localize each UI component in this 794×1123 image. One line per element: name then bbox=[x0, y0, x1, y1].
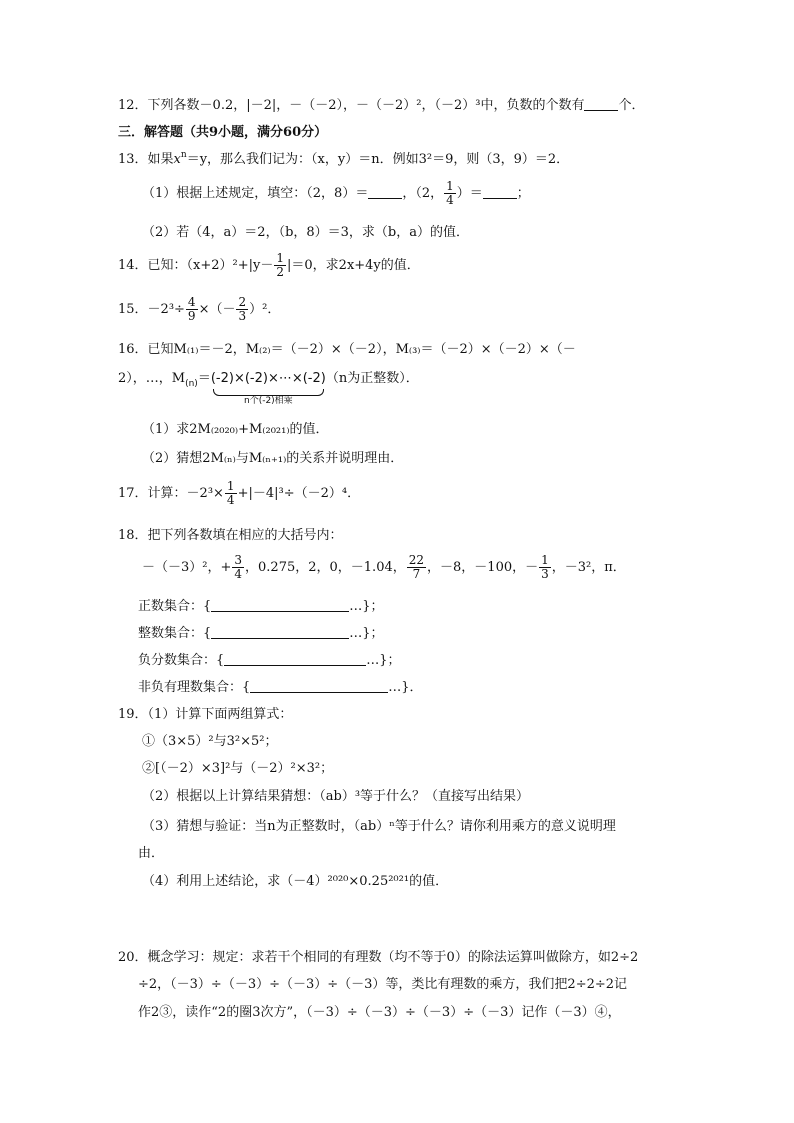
q17-b: +|－4|³÷（－2）⁴． bbox=[237, 486, 361, 501]
question-13-part-2: （2）若（4，a）＝2，（b，8）＝3，求（b，a）的值． bbox=[142, 225, 469, 240]
q17-a: 17．计算：－2³× bbox=[118, 486, 224, 501]
set-positive bbox=[138, 598, 384, 616]
q13-intro-b: ＝y，那么我们记为：（x，y）＝n．例如3²＝9，则（3，9）＝2． bbox=[186, 152, 570, 167]
denominator: 3 bbox=[541, 567, 549, 581]
numerator: 1 bbox=[541, 553, 549, 567]
fraction bbox=[236, 296, 248, 323]
q18-n-c: ，－8，－100，－ bbox=[427, 560, 539, 575]
set-tail: …}； bbox=[366, 653, 401, 668]
q12-text: 12．下列各数－0.2，|－2|，－（－2），－（－2）²，（－2）³中，负数的个数有 bbox=[118, 98, 585, 113]
q13-p1-c: ）＝ bbox=[456, 186, 483, 201]
question-13-part-1: （1）根据上述规定，填空：（2，8）＝ ，（2， $\frac{1}{4}$ ）＝ ； bbox=[142, 179, 530, 207]
set-tail: …}； bbox=[349, 626, 384, 641]
denominator: 4 bbox=[226, 493, 235, 507]
set-nonnegative-rational bbox=[138, 679, 423, 697]
set-label: 正数集合：{ bbox=[138, 599, 212, 614]
answer-blank[interactable] bbox=[584, 97, 618, 111]
q19-part-3: （3）猜想与验证：当n为正整数时，（ab）ⁿ等于什么？请你利用乘方的意义说明理 bbox=[142, 819, 616, 834]
q15-b: ×（－ bbox=[198, 302, 236, 317]
set-blank[interactable] bbox=[211, 625, 349, 639]
q16-l2-a: 2），…，M bbox=[118, 371, 186, 386]
question-18: 18．把下列各数填在相应的大括号内： bbox=[118, 528, 343, 543]
q13-intro-a: 13．如果 bbox=[118, 152, 174, 167]
numerator: 4 bbox=[187, 295, 196, 309]
fraction bbox=[232, 554, 244, 581]
numerator: 2 bbox=[238, 295, 247, 309]
fraction bbox=[186, 296, 198, 323]
question-20-line-2: ÷2，（－3）÷（－3）÷（－3）÷（－3）等，类比有理数的乘方，我们把2÷2÷2记 bbox=[138, 977, 628, 992]
question-12 bbox=[118, 97, 645, 115]
set-blank[interactable] bbox=[224, 652, 366, 666]
question-16-part-2: （2）猜想2M₍ₙ₎与M₍ₙ₊₁₎的关系并说明理由． bbox=[142, 451, 404, 466]
question-19: 19．（1）计算下面两组算式： bbox=[118, 707, 293, 722]
numerator: 1 bbox=[276, 251, 285, 265]
denominator: 4 bbox=[446, 193, 454, 207]
underbrace bbox=[213, 389, 324, 396]
q18-n-d: ，－3²，π． bbox=[551, 560, 626, 575]
q14-a: 14．已知：（x+2）²+|y－ bbox=[118, 258, 274, 273]
q16-l2-b: （n为正整数）． bbox=[325, 371, 419, 386]
question-20-line-3: 作2③，读作“2的圈3次方”，（－3）÷（－3）÷（－3）÷（－3）记作（－3）④， bbox=[138, 1005, 621, 1020]
denominator: 9 bbox=[187, 309, 196, 323]
set-integer bbox=[138, 625, 384, 643]
q18-n-b: ，0.275，2，0，－1.04， bbox=[245, 560, 406, 575]
q19-part-3-cont: 由． bbox=[138, 846, 165, 861]
question-13: 13．如果$x^n=y$，那么我们记为：（x，y）＝n．例如3²＝9，则（3，9）＝2． bbox=[118, 150, 570, 167]
set-blank[interactable] bbox=[211, 598, 349, 612]
fraction bbox=[407, 554, 426, 581]
q12-suffix: 个． bbox=[618, 98, 645, 113]
fraction bbox=[444, 180, 456, 207]
question-16-line-2 bbox=[118, 370, 419, 407]
q19-part-2: （2）根据以上计算结果猜想：（ab）³等于什么？（直接写出结果） bbox=[142, 789, 530, 804]
question-14 bbox=[118, 252, 420, 279]
denominator: 3 bbox=[238, 309, 247, 323]
q15-a: 15．－2³÷ bbox=[118, 302, 185, 317]
brace-expression: (-2)×(-2)×⋯×(-2) bbox=[210, 371, 326, 386]
question-15 bbox=[118, 296, 280, 323]
set-label: 负分数集合：{ bbox=[138, 653, 225, 668]
set-label: 非负有理数集合：{ bbox=[138, 680, 251, 695]
q16-subscript: (n) bbox=[185, 379, 198, 389]
denominator: 4 bbox=[234, 567, 243, 581]
q13-p1-a: （1）根据上述规定，填空：（2，8）＝ bbox=[142, 186, 369, 201]
set-tail: …}． bbox=[388, 680, 423, 695]
question-16-line-1: 16．已知M₍₁₎＝－2，M₍₂₎＝（－2）×（－2），M₍₃₎＝（－2）×（－2）×（－ bbox=[118, 342, 576, 357]
question-20-line-1: 20．概念学习：规定：求若干个相同的有理数（均不等于0）的除法运算叫做除方，如2÷2 bbox=[118, 950, 639, 965]
question-16-part-1: （1）求2M₍₂₀₂₀₎+M₍₂₀₂₁₎的值． bbox=[142, 422, 329, 437]
q19-part-4: （4）利用上述结论，求（－4）²⁰²⁰×0.25²⁰²¹的值． bbox=[142, 874, 449, 889]
q14-b: |＝0，求2x+4y的值． bbox=[287, 258, 420, 273]
q19-calc-2: ②[（－2）×3]²与（－2）²×3²； bbox=[142, 761, 334, 776]
set-tail: …}； bbox=[349, 599, 384, 614]
q19-calc-1: ①（3×5）²与3²×5²； bbox=[142, 734, 278, 749]
section-title: 三．解答题（共9小题，满分60分） bbox=[118, 125, 328, 140]
fraction bbox=[225, 480, 237, 507]
denominator: 2 bbox=[276, 265, 285, 279]
numerator: 1 bbox=[226, 479, 235, 493]
question-17 bbox=[118, 480, 360, 507]
numerator: 22 bbox=[408, 553, 425, 567]
numerator: 3 bbox=[234, 553, 243, 567]
fraction bbox=[539, 554, 551, 581]
answer-blank[interactable] bbox=[368, 185, 402, 199]
set-blank[interactable] bbox=[250, 679, 388, 693]
set-negative-fraction bbox=[138, 652, 401, 670]
q16-eq: ＝ bbox=[197, 371, 211, 386]
fraction bbox=[274, 252, 286, 279]
underbrace-expression bbox=[211, 370, 326, 407]
q15-c: ）²． bbox=[249, 302, 281, 317]
q13-p1-b: ，（2， bbox=[402, 186, 444, 201]
numerator: 1 bbox=[446, 179, 454, 193]
answer-blank[interactable] bbox=[483, 185, 517, 199]
set-label: 整数集合：{ bbox=[138, 626, 212, 641]
q18-number-list bbox=[142, 554, 626, 581]
q18-n-a: －（－3）²，+ bbox=[142, 560, 232, 575]
brace-label: n个(-2)相乘 bbox=[243, 396, 293, 406]
denominator: 7 bbox=[412, 567, 421, 581]
